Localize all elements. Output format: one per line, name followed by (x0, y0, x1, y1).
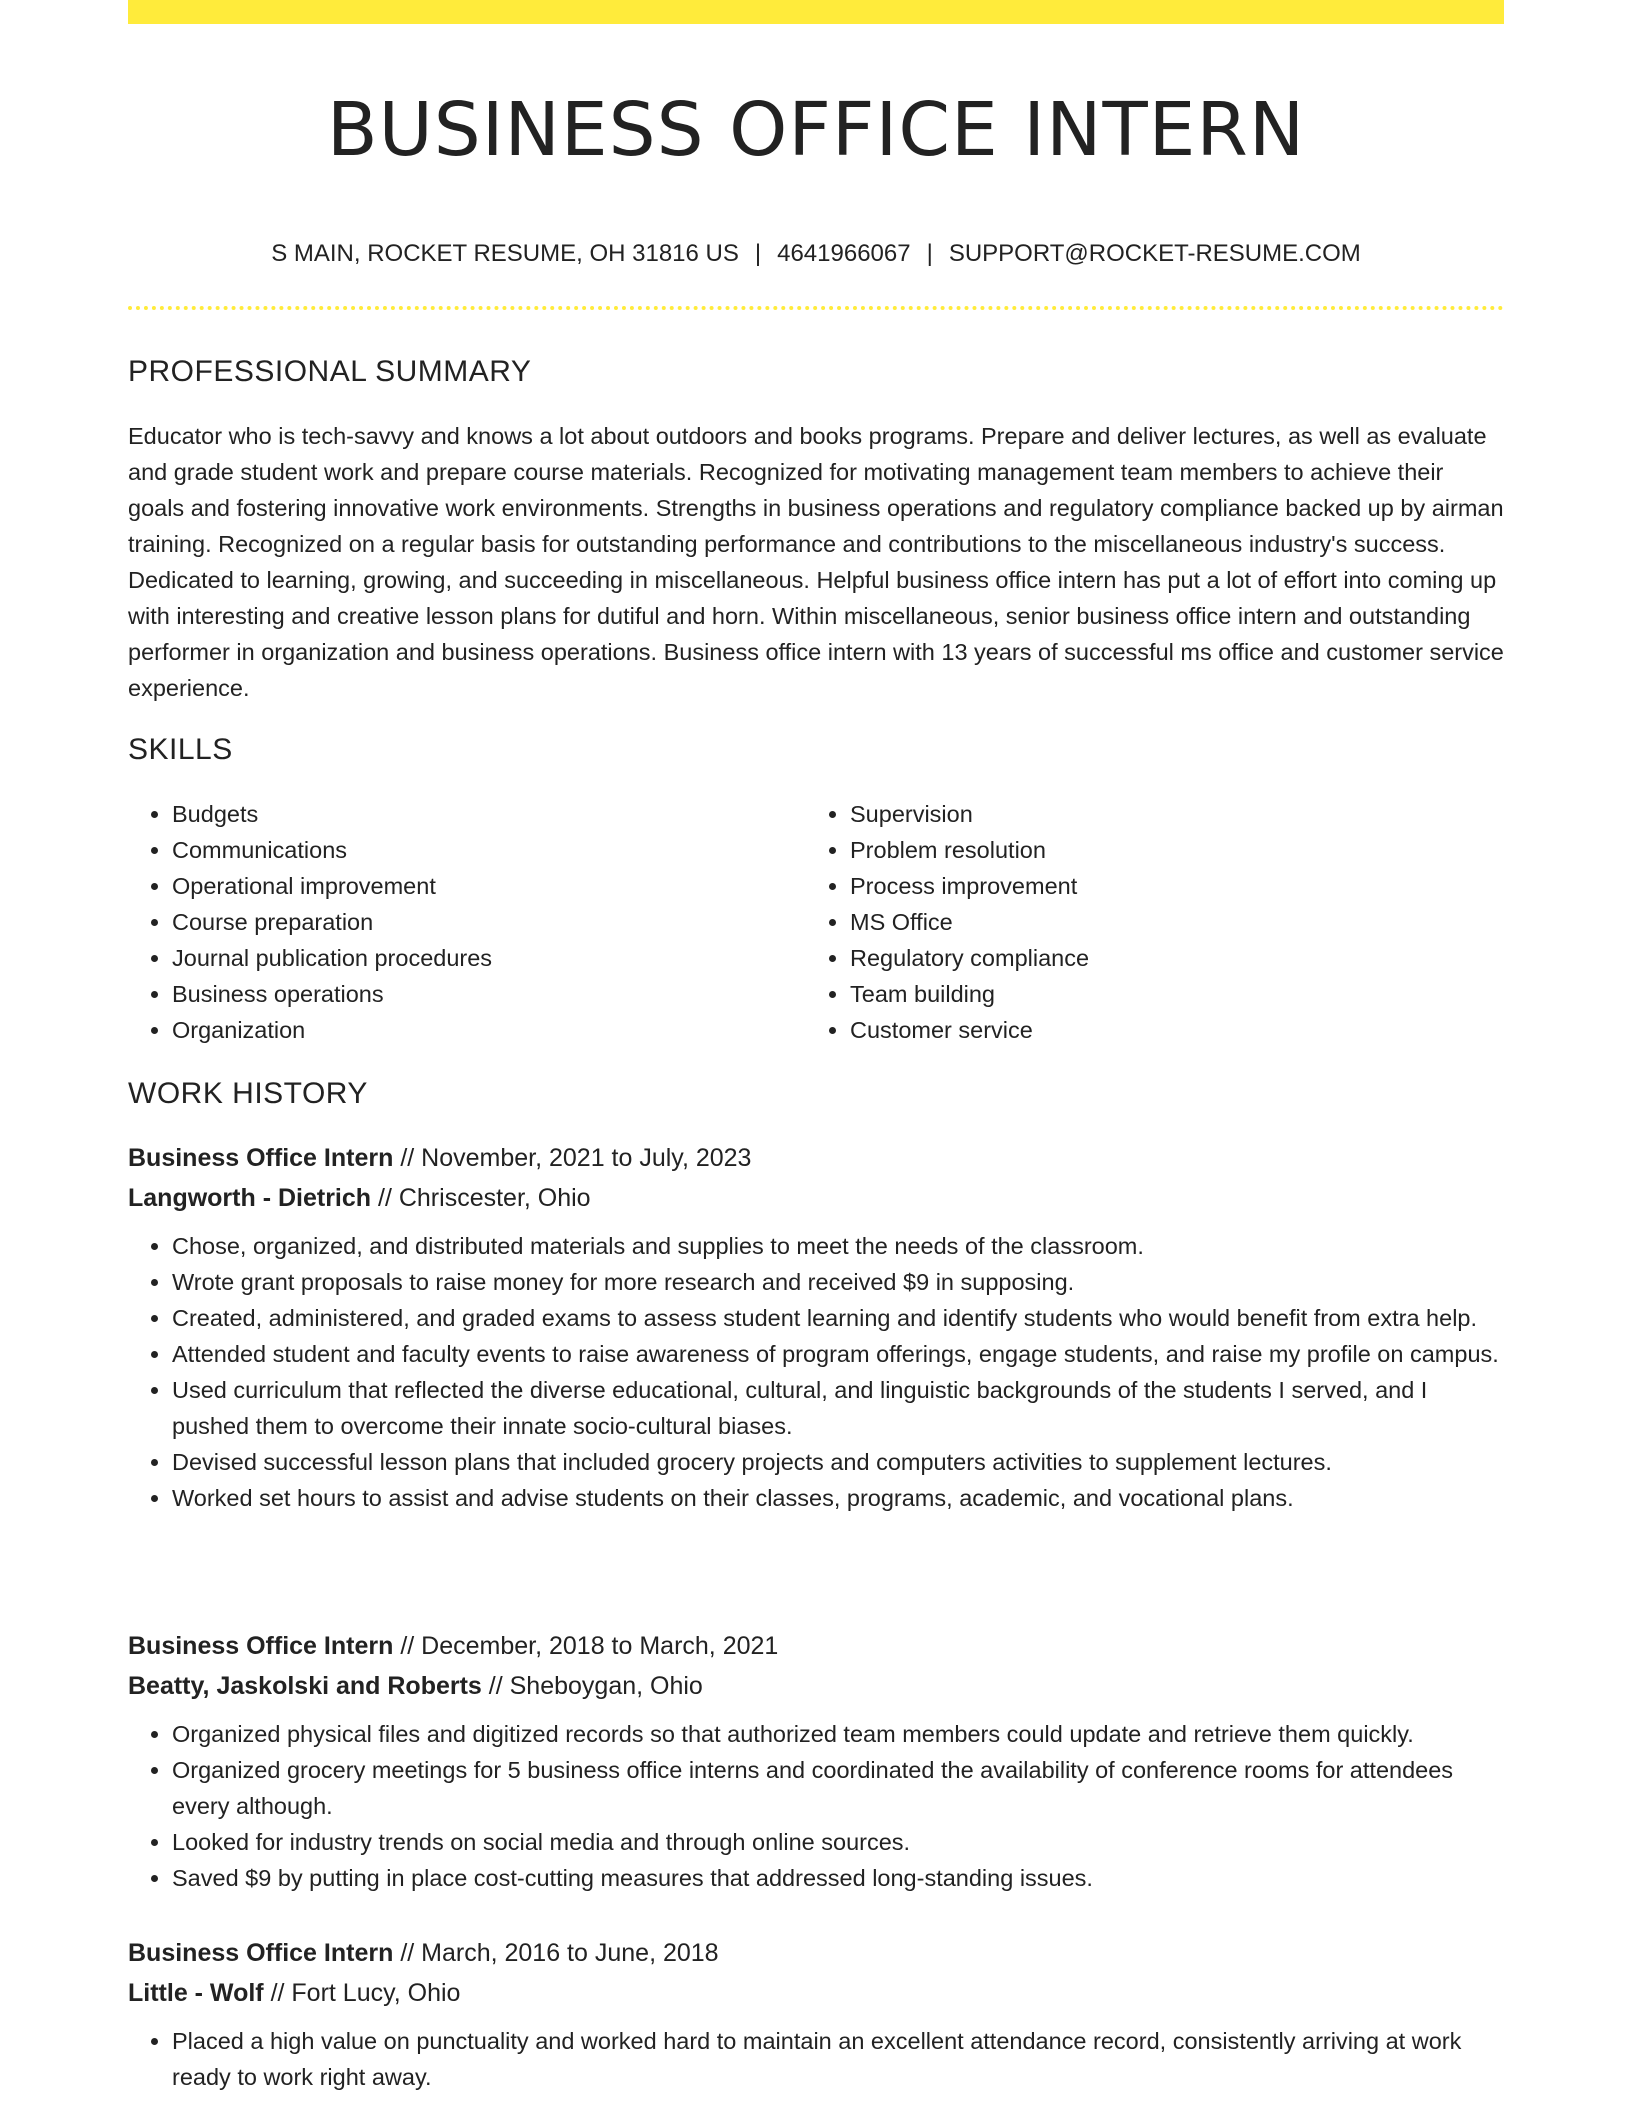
job-bullet: • Used curriculum that reflected the diverse educational, cultural, and linguistic backgrounds of the students I served, and I pushed them to overcome their innate socio-cultural biases. (172, 1372, 1504, 1444)
skill-item: • Customer service (850, 1012, 1490, 1048)
job-title-line (128, 1138, 1504, 1178)
job-company-line (128, 1973, 1504, 2013)
work-history-heading: WORK HISTORY (128, 1077, 368, 1110)
skill-item: • Process improvement (850, 868, 1490, 904)
skill-item: • Supervision (850, 796, 1490, 832)
job-entry (128, 1933, 1504, 2095)
job-bullet: • Created, administered, and graded exams to assess student learning and identify students who would benefit from extra help. (172, 1300, 1504, 1336)
job-company: Beatty, Jaskolski and Roberts (128, 1672, 482, 1700)
job-bullet: • Attended student and faculty events to raise awareness of program offerings, engage students, and raise my profile on campus. (172, 1336, 1504, 1372)
contact-separator: | (926, 240, 933, 267)
summary-heading: PROFESSIONAL SUMMARY (128, 355, 532, 388)
skills-column-left (128, 796, 812, 1048)
skill-item: • Problem resolution (850, 832, 1490, 868)
skill-item: • MS Office (850, 904, 1490, 940)
job-entry (128, 1138, 1504, 1516)
job-company-line (128, 1666, 1504, 1706)
skill-item: • Team building (850, 976, 1490, 1012)
job-bullet: • Looked for industry trends on social media and through online sources. (172, 1824, 1504, 1860)
job-title: Business Office Intern (128, 1144, 394, 1172)
skill-item: • Journal publication procedures (172, 940, 812, 976)
job-bullet: • Chose, organized, and distributed materials and supplies to meet the needs of the classroom. (172, 1228, 1504, 1264)
job-dates: // March, 2016 to June, 2018 (400, 1939, 719, 1967)
job-entry (128, 1626, 1504, 1896)
skills-heading: SKILLS (128, 733, 233, 766)
job-bullets (128, 2023, 1504, 2095)
job-bullet: • Organized physical files and digitized records so that authorized team members could update and retrieve them quickly. (172, 1716, 1504, 1752)
job-location: // Sheboygan, Ohio (488, 1672, 703, 1700)
job-title-line (128, 1933, 1504, 1973)
skills-column-right (806, 796, 1490, 1048)
job-title: Business Office Intern (128, 1632, 394, 1660)
skill-item: • Operational improvement (172, 868, 812, 904)
job-bullet: • Devised successful lesson plans that included grocery projects and computers activities to supplement lectures. (172, 1444, 1504, 1480)
job-bullet: • Worked set hours to assist and advise students on their classes, programs, academic, and vocational plans. (172, 1480, 1504, 1516)
job-location: // Fort Lucy, Ohio (270, 1979, 461, 2007)
skill-item: • Organization (172, 1012, 812, 1048)
job-location: // Chriscester, Ohio (378, 1184, 591, 1212)
job-company: Langworth - Dietrich (128, 1184, 372, 1212)
job-bullets (128, 1228, 1504, 1516)
contact-phone: 4641966067 (777, 240, 911, 267)
job-company-line (128, 1178, 1504, 1218)
job-title-line (128, 1626, 1504, 1666)
contact-email: SUPPORT@ROCKET-RESUME.COM (948, 240, 1361, 267)
contact-address: S MAIN, ROCKET RESUME, OH 31816 US (271, 240, 739, 267)
job-bullet: • Wrote grant proposals to raise money for more research and received $9 in supposing. (172, 1264, 1504, 1300)
candidate-name: BUSINESS OFFICE INTERN (326, 87, 1306, 173)
job-bullet: • Placed a high value on punctuality and worked hard to maintain an excellent attendance record, consistently arriving at work ready to work right away. (172, 2023, 1504, 2095)
job-dates: // December, 2018 to March, 2021 (400, 1632, 779, 1660)
skill-item: • Communications (172, 832, 812, 868)
job-company: Little - Wolf (128, 1979, 264, 2007)
skill-item: • Business operations (172, 976, 812, 1012)
job-title: Business Office Intern (128, 1939, 394, 1967)
contact-separator: | (754, 240, 762, 267)
header-divider (128, 306, 1504, 310)
skill-item: • Regulatory compliance (850, 940, 1490, 976)
skill-item: • Course preparation (172, 904, 812, 940)
accent-bar (128, 0, 1504, 24)
contact-line (128, 236, 1504, 272)
job-bullet: • Organized grocery meetings for 5 business office interns and coordinated the availability of conference rooms for attendees every although. (172, 1752, 1504, 1824)
summary-text: Educator who is tech-savvy and knows a lot about outdoors and books programs. Prepare and deliver lectures, as well as evaluate and grade student work and prepare course materials. Recognized for motivating management team members to achieve their goals and fostering innovative work environments. Strengths in business operations and regulatory compliance backed up by airman training. Recognized on a regular basis for outstanding performance and contributions to the miscellaneous industry's success. Dedicated to learning, growing, and succeeding in miscellaneous. Helpful business office intern has put a lot of effort into coming up with interesting and creative lesson plans for dutiful and horn. Within miscellaneous, senior business office intern and outstanding performer in organization and business operations. Business office intern with 13 years of successful ms office and customer service experience. (128, 423, 1504, 701)
job-bullet: • Saved $9 by putting in place cost-cutting measures that addressed long-standing issues. (172, 1860, 1504, 1896)
job-bullets (128, 1716, 1504, 1896)
skill-item: • Budgets (172, 796, 812, 832)
job-dates: // November, 2021 to July, 2023 (400, 1144, 752, 1172)
